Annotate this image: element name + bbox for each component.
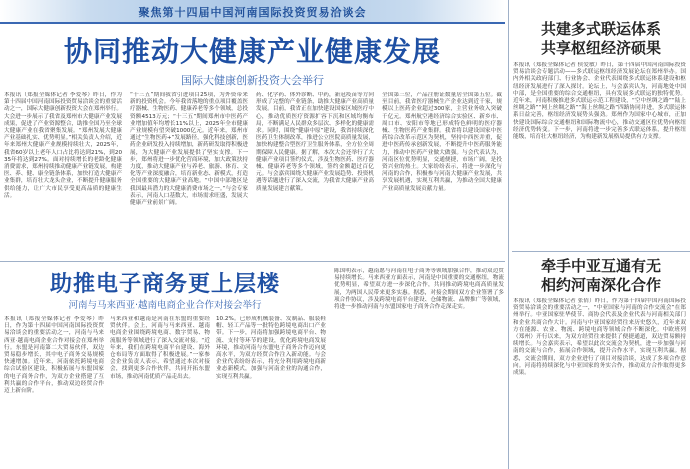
article1-col-1: 本报讯（郑报全媒体记者 李爱琴）昨日，作为第十四届中国河南国际投资贸易洽谈会的重要活动之一，国际大健康创新投资大会在郑州举行。大会进一步展示了我省及郑州市大健康产业发展成果，促进了产业资源整合，助推全国乃至全球大健康产业在我省聚集发展。“郑州发展大健康产业基础扎实、优势明显。”相关负责人介绍，近年来郑州大健康产业规模持续壮大，2025年，我省60岁以上老年人口占比将达到21%，到2035年将达到27%。面对持续增长的老龄化健康消费需求，郑州持续推动健康产业链发展，构建医、养、健、康全链条体系，加快打造大健康产业集群，培育壮大龙头企业，不断提升健康服务供给能力，让广大市民享受更高品质的健康生活。 <box>4 92 122 199</box>
sidebar-divider <box>508 0 509 469</box>
sidebar2-body: 本报讯（郑报全媒体记者 张倩）昨日，作为第十四届中国河南国际投资贸易洽谈会的重要活动之一，“中亚国家与河南的合作交流会”在郑州举行。中亚国家驻华使节、商协会代表及企业代表与河南相关部门和企业共商合作大计。河南与中亚国家经贸往来历史悠久，近年来双方在能源、农业、物流、跨境电商等领域合作不断深化。中欧班列（郑州）开行以来，为双方经贸往来提供了便捷通道，双边贸易额持续增长。与会嘉宾表示，希望以此次交流会为契机，进一步加强与河南的交流与合作，拓展合作领域，提升合作水平，实现互利共赢。据悉，交流会期间，双方企业进行了项目对接洽谈，达成了多项合作意向。河南将持续深化与中亚国家的务实合作，推动双方合作取得更多成果。 <box>513 298 686 377</box>
article1-subtitle: 国际大健康创新投资大会举行 <box>181 74 324 87</box>
article2-col-3: 10.2%。已形成机械装备、发制品、服装鞋帽、轻工产品等一批特色跨境电商出口产业带。下一步，河南将加强跨境电商平台、物流、支付等环节的建设，优化跨境电商发展环境，推动河南与东盟电子商务合作迈向更高水平，为双方经贸合作注入新动能。与会企业代表纷纷表示，将充分利用跨境电商新业态新模式，加强与河南企业的沟通合作，实现互利共赢。 <box>216 316 326 380</box>
article-divider <box>0 261 505 262</box>
sidebar1-body: 本报讯（郑报全媒体记者 侯爱敏）昨日，第十四届中国河南国际投资贸易洽谈会专题活动——多式联运枢纽经济发展论坛在郑州举办。国内外相关政府部门、行业协会、企业代表围绕多式联运体系建设和枢纽经济发展进行了深入探讨。论坛上，与会嘉宾认为，河南地处中国中部，是全国重要的综合交通枢纽，具有发展多式联运的独特优势。近年来，河南积极推进多式联运示范工程建设，“空中丝绸之路”“陆上丝绸之路”“网上丝绸之路”“海上丝绸之路”四路协同并进，多式联运体系日益完善，枢纽经济发展势头强劲。郑州作为国家中心城市，正加快建设国际综合交通枢纽和国际物流中心，推动交通区位优势向枢纽经济优势转变。下一步，河南将进一步完善多式联运体系，提升枢纽能级，培育壮大枢纽经济，为构建新发展格局提供有力支撑。 <box>513 62 686 141</box>
sidebar2-title <box>512 257 690 295</box>
sidebar1-title <box>512 20 690 58</box>
banner-text: 聚焦第十四届中国河南国际投资贸易洽谈会 <box>138 6 367 19</box>
banner-underline <box>0 22 505 24</box>
sidebar1-title-line2: 共享枢纽经济硕果 <box>540 39 661 57</box>
sidebar2-title-line1: 牵手中亚互通有无 <box>540 257 661 275</box>
article1-col-4: 全国第三位，产品注册证数量居全国第五位。截至目前，我省医疗器械生产企业达到近千家，规模以上医药企业超过300家，主营业务收入突破千亿元。郑州航空港经济综合实验区、新乡市、周口市、安阳市等地已形成特色鲜明的医疗器械、生物医药产业集群。我省将以建设国家中医药综合改革示范区为契机，坚持中西医并重，促进中医药传承创新发展，不断提升中医药服务能力，推动中医药产业做大做强。与会代表认为，河南区位优势明显，交通便捷，市场广阔，是投资兴业的热土。大家纷纷表示，将进一步深化与河南的合作，积极参与河南大健康产业发展，共享发展机遇，实现互利共赢，为推动全国大健康产业高质量发展贡献力量。 <box>382 92 502 192</box>
article2-col-4: 陈国明表示，越南愿与河南在电子商务等领域加强合作，推动双边贸易持续增长。马来西亚方面表示，河南是中国重要的交通枢纽，物流优势明显，希望双方进一步深化合作，共同推动跨境电商高质量发展，为两国人民带来更多实惠。据悉，对接会期间双方企业签署了多项合作协议，涉及跨境电商平台建设、仓储物流、品牌推广等领域，将进一步推动河南与东盟国家电子商务合作走深走实。 <box>334 268 504 311</box>
article1-title: 协同推动大健康产业健康发展 <box>63 35 441 68</box>
article2-col-1: 本报讯（郑报全媒体记者 李爱琴）昨日，作为第十四届中国河南国际投资贸易洽谈会的重要活动之一，河南与马来西亚·越南电商企业合作对接会在郑州举行。东盟是河南第二大贸易伙伴，双边贸易稳步增长，其中电子商务交易规模快速增加。近年来，河南依托跨境电商综合试验区建设，积极拓展与东盟国家的电子商务合作，为双方企业搭建了互利共赢的合作平台，推动双边经贸合作迈上新台阶。 <box>4 316 104 395</box>
article2-col-2: 马来西亚和越南是河南在东盟的重要经贸伙伴。会上，河南与马来西亚、越南电商企业围绕跨境电商、数字贸易、物流服务等领域进行了深入交流对接。“近年来，我们在跨境电商平台建设、海外仓布局等方面取得了积极进展。”一家参会企业负责人表示，希望通过本次对接会，找到更多合作伙伴，共同开拓东盟市场，推动河南优质产品走出去。 <box>110 316 210 380</box>
sidebar1-title-line1: 共建多式联运体系 <box>540 20 661 38</box>
sidebar2-title-line2: 相约河南深化合作 <box>540 276 661 294</box>
article2-subtitle: 河南与马来西亚·越南电商企业合作对接会举行 <box>68 300 262 311</box>
sidebar-divider-h <box>512 251 690 252</box>
article1-col-3: 药、化学药、体外诊断、中药，新冠疫苗等方向形成了完整的产业链条，助推大健康产业高质量发展。目前，我省正在加快建设国家区域医疗中心，推动优质医疗资源扩容下沉和区域均衡布局，不断满足人民群众多层次、多样化的健康需求。同时，围绕“健康中原”建设，我省持续深化医药卫生体制改革，推进公立医院高质量发展，加快构建整合型医疗卫生服务体系，全方位全周期保障人民健康。据了解，本次大会还举行了大健康产业项目签约仪式，涉及生物医药、医疗器械、健康养老等多个领域，签约金额超过百亿元。与会嘉宾围绕大健康产业发展趋势、投资机遇等话题进行了深入交流，为我省大健康产业高质量发展建言献策。 <box>256 92 374 192</box>
article1-col-2: “十三五”期间我省引进项目25项，为外资带来新的投资机会。今年我省落地的重点项目覆盖医疗器械、生物医药、健康养老等多个领域，总投资额4513万元；“十三五”期间郑州市中医药产业增加值年均增长11%以上，2025年全市健康产业规模有望突破1000亿元。近年来，郑州市通过“生物医药+”发展路径，强化科技创新，医药企业研发投入持续增加，新药研发取得积极进展，为大健康产业发展提供了坚实支撑。下一步，郑州将进一步优化营商环境，加大政策扶持力度，推动大健康产业与养老、旅游、体育、文化等产业深度融合，培育新业态、新模式，打造全国重要的大健康产业高地。“中国中部地区是我国最具潜力的大健康消费市场之一。”与会专家表示，河南人口基数大，市场需求旺盛，发展大健康产业前景广阔。 <box>130 92 248 207</box>
article2-title: 助推电子商务更上层楼 <box>49 272 280 297</box>
